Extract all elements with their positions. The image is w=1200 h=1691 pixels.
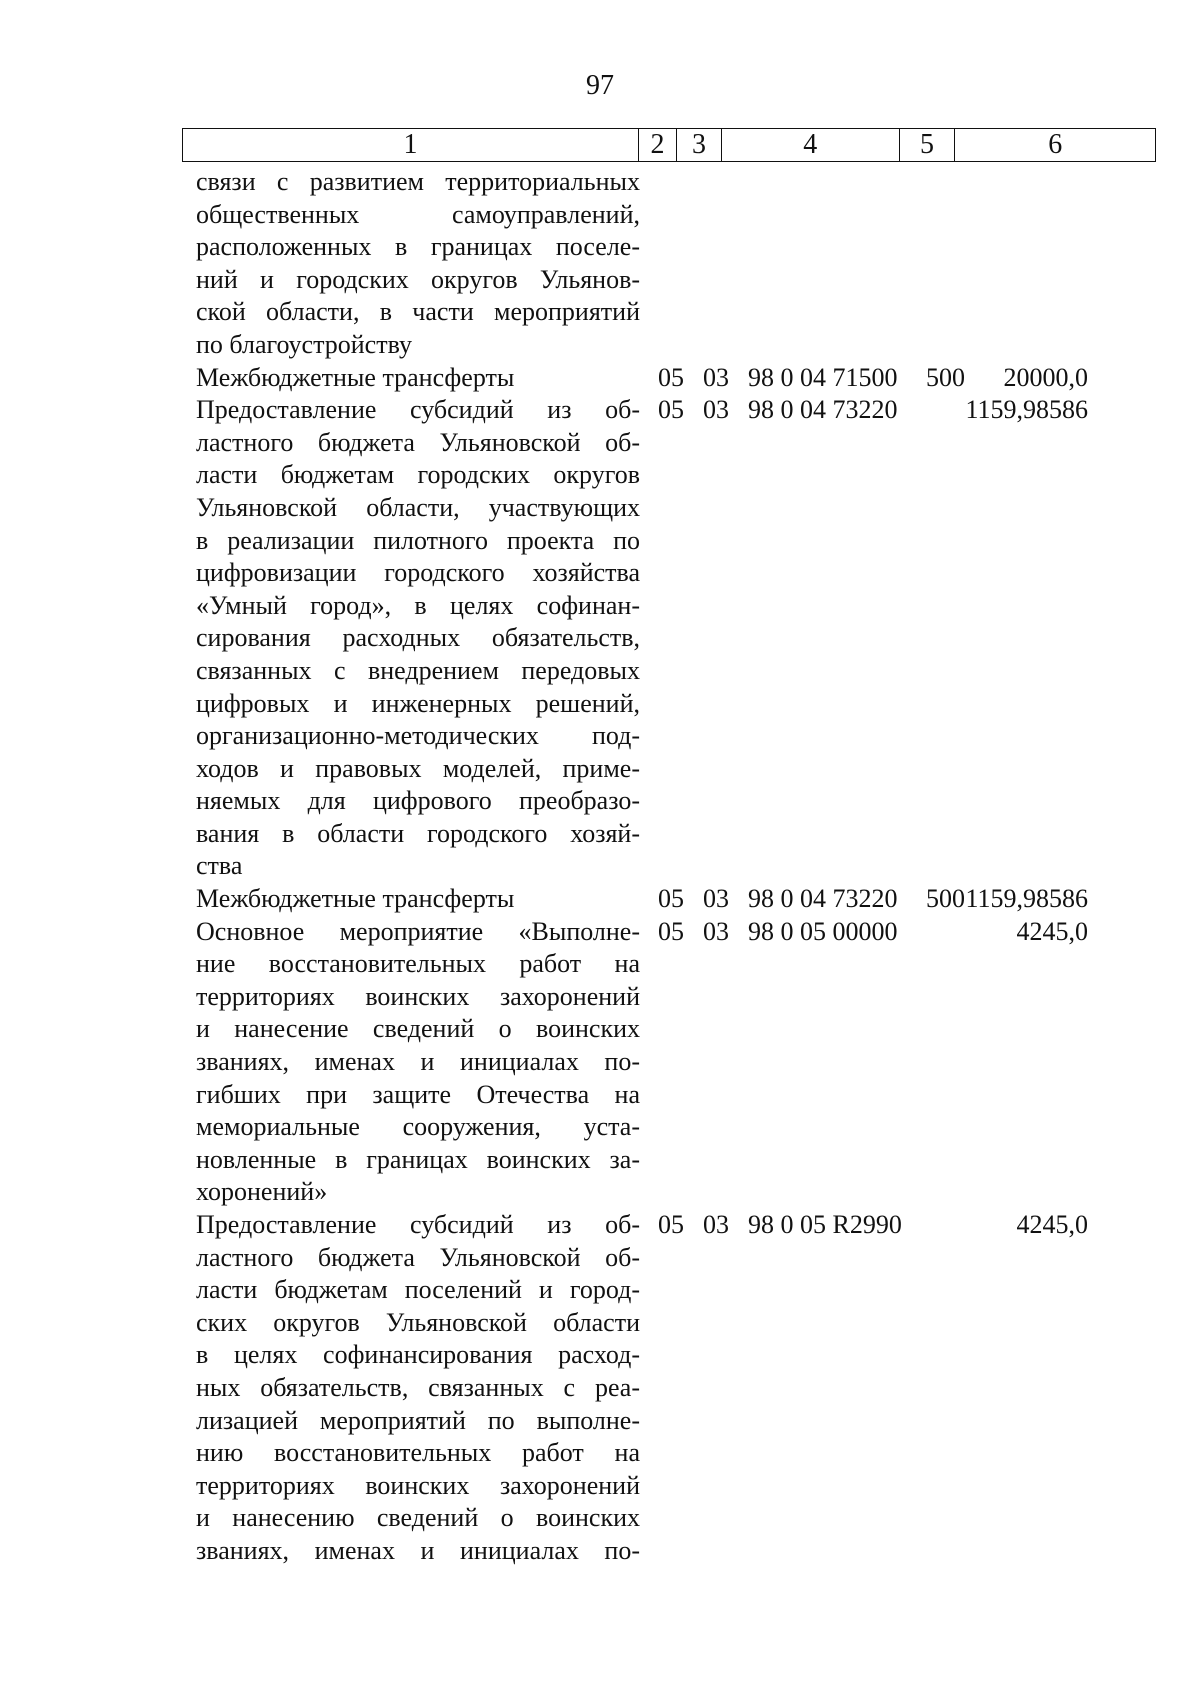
description-line: ний и городских округов Ульянов- bbox=[196, 264, 640, 294]
description-line: новленные в границах воинских за- bbox=[196, 1144, 640, 1174]
description-line: вания в области городского хозяй- bbox=[196, 818, 640, 848]
description-line: связанных с внедрением передовых bbox=[196, 655, 640, 685]
code-c4: 98 0 04 71500 bbox=[748, 362, 898, 392]
code-c5: 500 bbox=[926, 362, 965, 392]
code-c2: 05 bbox=[658, 395, 684, 425]
description-line: няемых для цифрового преобразо- bbox=[196, 786, 640, 816]
row-amount: 20000,0 bbox=[1003, 362, 1088, 392]
description-line: «Умный город», в целях софинан- bbox=[196, 590, 640, 620]
description-line: Основное мероприятие «Выполне- bbox=[196, 916, 640, 946]
row-amount: 1159,98586 bbox=[965, 884, 1088, 914]
table-row bbox=[196, 883, 1156, 916]
description-line: цифровых и инженерных решений, bbox=[196, 688, 640, 718]
description-line: по благоустройству bbox=[196, 329, 412, 359]
description-line: лизацией мероприятий по выполне- bbox=[196, 1405, 640, 1435]
code-c4: 98 0 05 R2990 bbox=[748, 1210, 902, 1239]
code-c3: 03 bbox=[703, 1210, 729, 1239]
description-line: территориях воинских захоронений bbox=[196, 1470, 640, 1500]
description-line: Ульяновской области, участвующих bbox=[196, 492, 640, 522]
row-description bbox=[196, 394, 640, 883]
page-number: 97 bbox=[586, 70, 614, 101]
table-row bbox=[196, 916, 1156, 1209]
code-c3: 03 bbox=[703, 395, 729, 425]
description-line: ласти бюджетам поселений и город- bbox=[196, 1275, 640, 1305]
header-col-6: 6 bbox=[1048, 129, 1063, 160]
description-line: Межбюджетные трансферты bbox=[196, 884, 515, 914]
description-line: общественных самоуправлений, bbox=[196, 199, 640, 229]
code-c3: 03 bbox=[703, 916, 729, 946]
code-c3: 03 bbox=[703, 884, 729, 914]
description-line: ласти бюджетам городских округов bbox=[196, 460, 640, 490]
description-line: цифровизации городского хозяйства bbox=[196, 558, 640, 588]
description-line: и нанесение сведений о воинских bbox=[196, 1014, 640, 1044]
header-col-2: 2 bbox=[639, 129, 677, 161]
code-c2: 05 bbox=[658, 1210, 684, 1239]
description-line: связи с развитием территориальных bbox=[196, 167, 640, 196]
row-description bbox=[196, 362, 640, 395]
row-amount: 4245,0 bbox=[1016, 1210, 1088, 1239]
description-line: расположенных в границах поселе- bbox=[196, 232, 640, 262]
description-line: в реализации пилотного проекта по bbox=[196, 525, 640, 555]
table-header bbox=[182, 128, 1156, 162]
description-line: званиях, именах и инициалах по- bbox=[196, 1535, 640, 1565]
row-amount: 4245,0 bbox=[1016, 916, 1088, 946]
header-col-5: 5 bbox=[900, 129, 956, 161]
code-c2: 05 bbox=[658, 916, 684, 946]
table-row bbox=[196, 394, 1156, 883]
table-row bbox=[196, 362, 1156, 395]
header-col-1: 1 bbox=[183, 129, 639, 161]
row-description bbox=[196, 916, 640, 1209]
table-row bbox=[196, 166, 1156, 362]
description-line: гибших при защите Отечества на bbox=[196, 1079, 640, 1109]
description-line: званиях, именах и инициалах по- bbox=[196, 1047, 640, 1077]
description-line: Межбюджетные трансферты bbox=[196, 362, 515, 392]
description-line: в целях софинансирования расход- bbox=[196, 1340, 640, 1370]
description-line: и нанесению сведений о воинских bbox=[196, 1503, 640, 1533]
description-line: ластного бюджета Ульяновской об- bbox=[196, 1242, 640, 1272]
row-description bbox=[196, 166, 640, 362]
description-line: территориях воинских захоронений bbox=[196, 981, 640, 1011]
row-description bbox=[196, 883, 640, 916]
code-c4: 98 0 04 73220 bbox=[748, 884, 898, 914]
description-line: ходов и правовых моделей, приме- bbox=[196, 753, 640, 783]
table-body bbox=[196, 166, 1156, 1568]
code-c4: 98 0 05 00000 bbox=[748, 916, 898, 946]
row-amount: 1159,98586 bbox=[965, 395, 1088, 425]
description-line: ских округов Ульяновской области bbox=[196, 1307, 640, 1337]
description-line: организационно-методических под- bbox=[196, 721, 640, 751]
description-line: Предоставление субсидий из об- bbox=[196, 395, 640, 425]
description-line: ства bbox=[196, 851, 243, 881]
description-line: ных обязательств, связанных с реа- bbox=[196, 1372, 640, 1402]
table-row bbox=[196, 1209, 1156, 1568]
code-c5: 500 bbox=[926, 884, 965, 914]
code-c2: 05 bbox=[658, 884, 684, 914]
code-c3: 03 bbox=[703, 362, 729, 392]
description-line: Предоставление субсидий из об- bbox=[196, 1210, 640, 1239]
code-c4: 98 0 04 73220 bbox=[748, 395, 898, 425]
description-line: ластного бюджета Ульяновской об- bbox=[196, 427, 640, 457]
description-line: ние восстановительных работ на bbox=[196, 949, 640, 979]
description-line: мемориальные сооружения, уста- bbox=[196, 1112, 640, 1142]
description-line: нию восстановительных работ на bbox=[196, 1438, 640, 1468]
code-c2: 05 bbox=[658, 362, 684, 392]
header-col-4: 4 bbox=[722, 129, 900, 161]
header-col-3: 3 bbox=[677, 129, 722, 161]
row-description bbox=[196, 1209, 640, 1568]
description-line: ской области, в части мероприятий bbox=[196, 297, 640, 327]
description-line: хоронений» bbox=[196, 1177, 328, 1207]
description-line: сирования расходных обязательств, bbox=[196, 623, 640, 653]
